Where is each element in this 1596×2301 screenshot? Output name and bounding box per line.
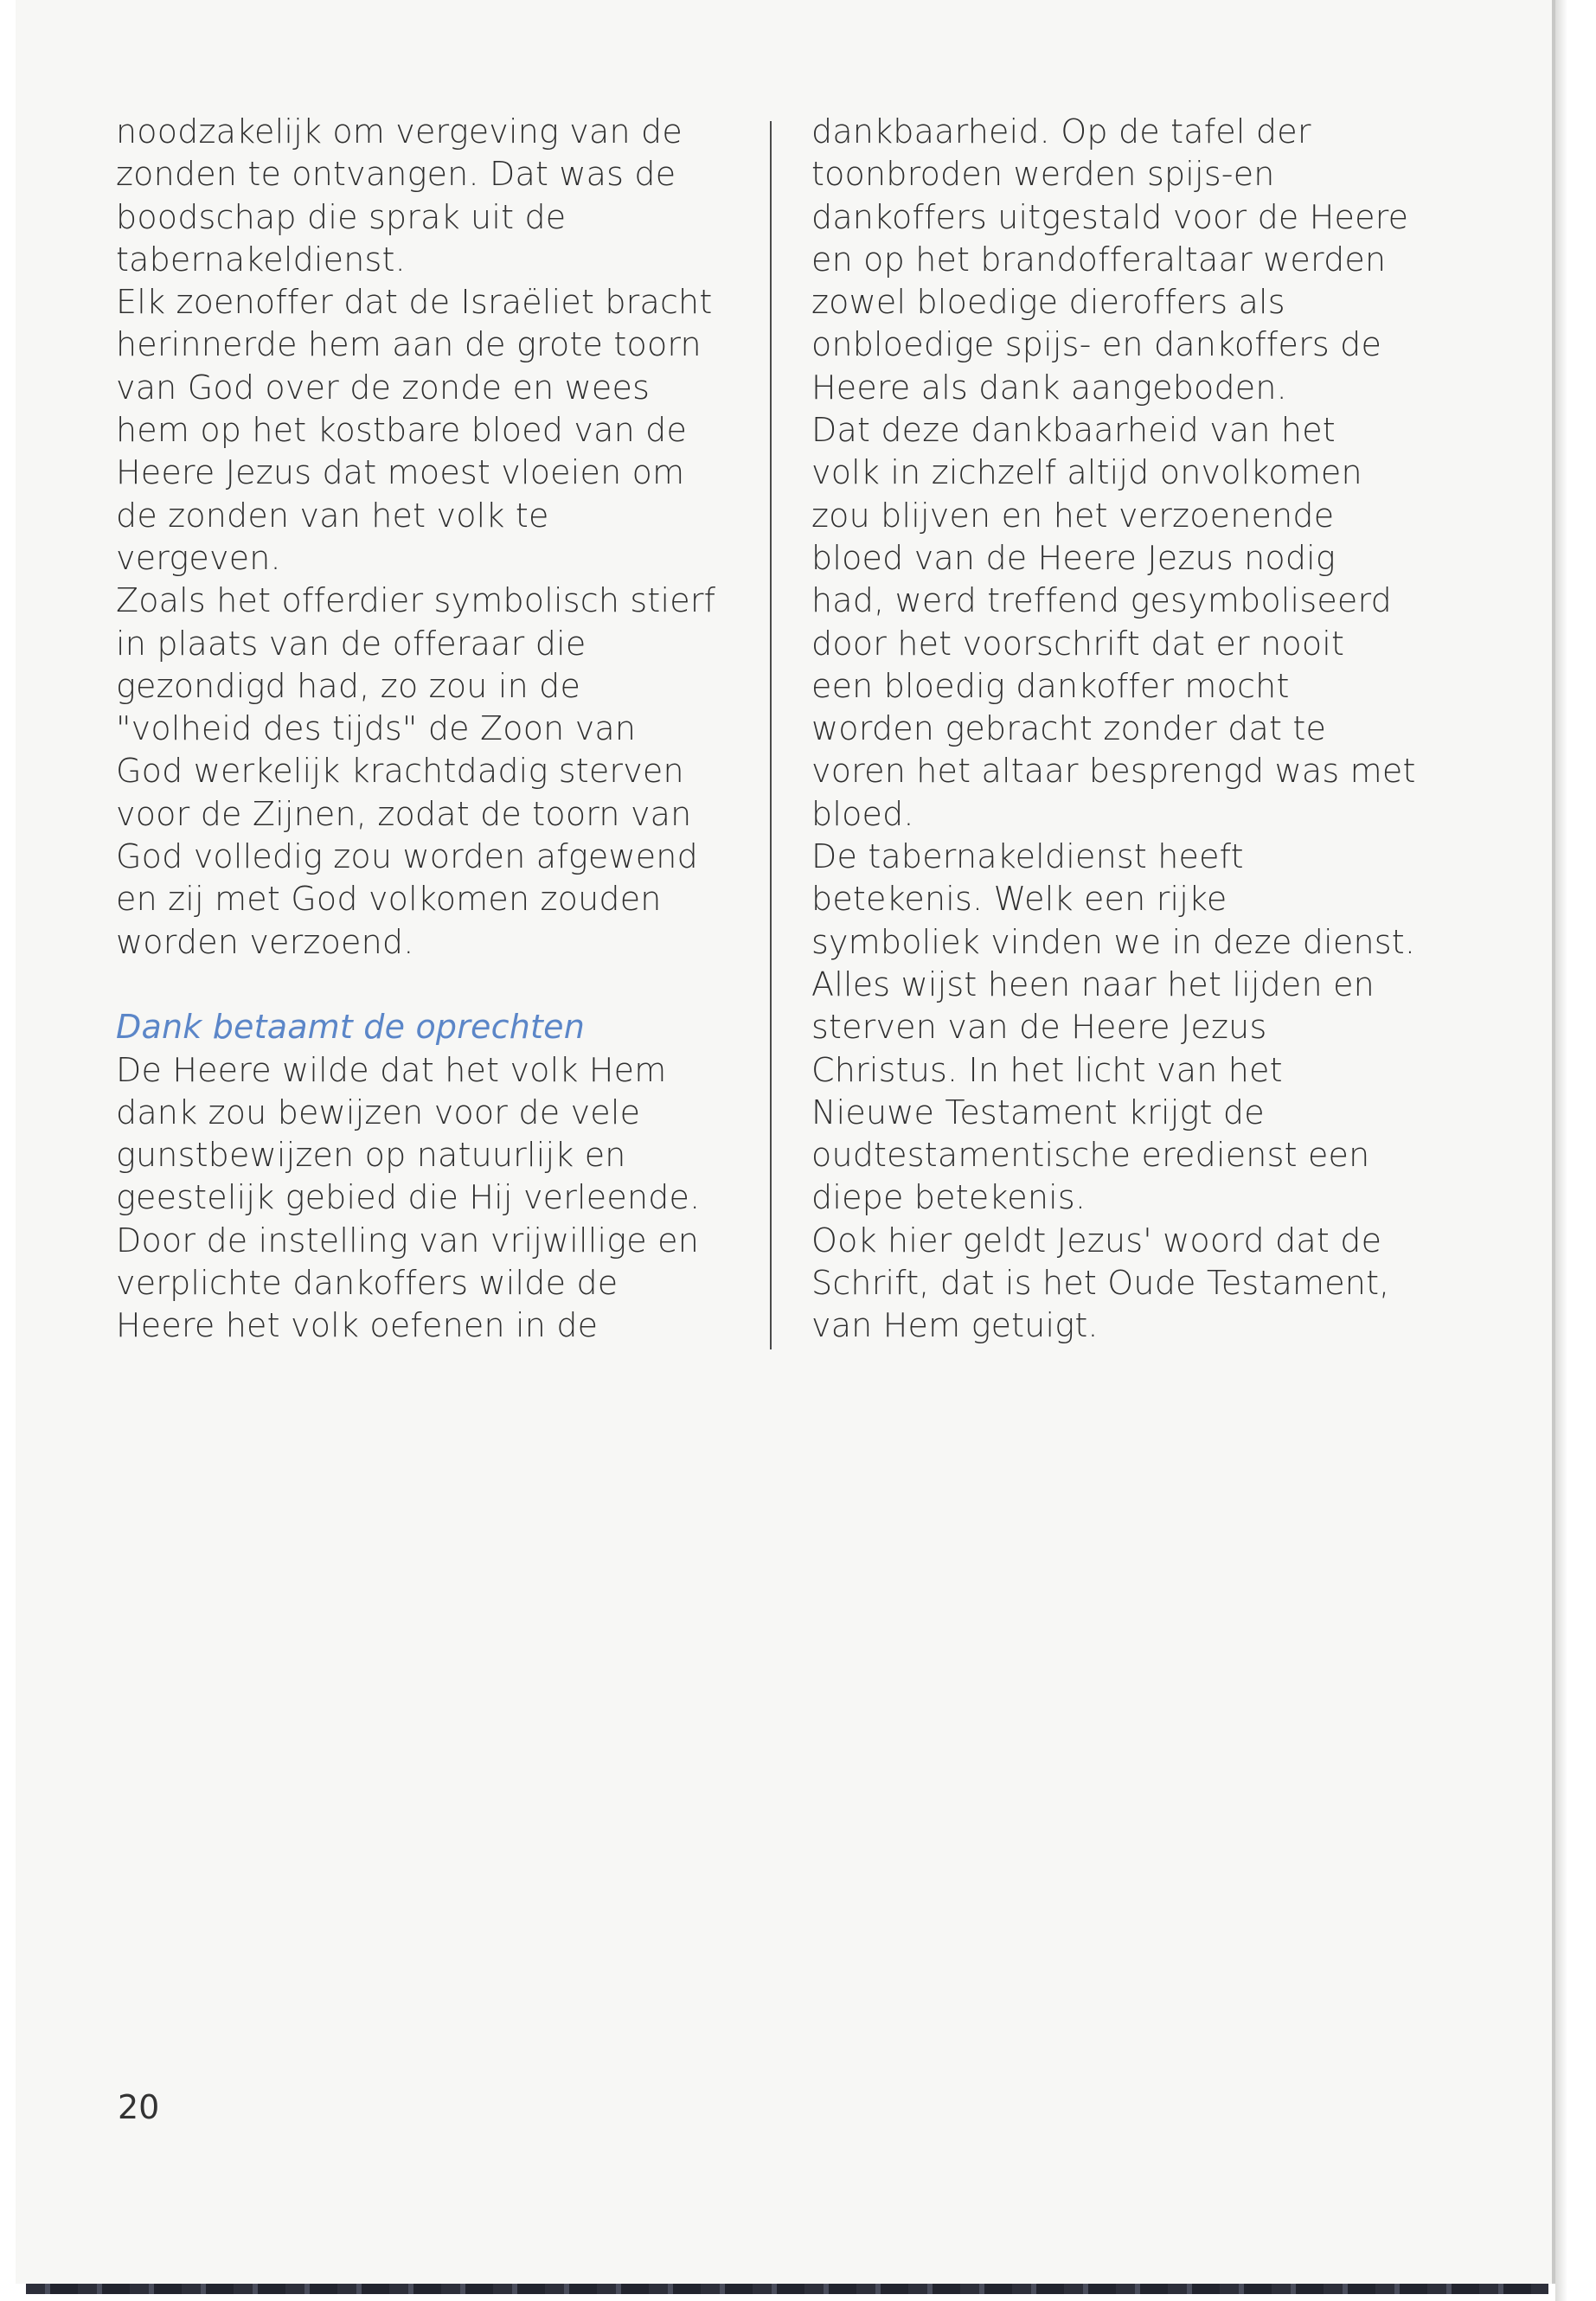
text-line: worden gebracht zonder dat te bbox=[811, 709, 1327, 748]
paragraph-gap bbox=[116, 964, 739, 1006]
page-right-margin bbox=[1555, 0, 1596, 2301]
text-line: Ook hier geldt Jezus' woord dat de bbox=[811, 1221, 1382, 1259]
right-column bbox=[811, 111, 1443, 1348]
text-line: symboliek vinden we in deze dienst. bbox=[811, 922, 1416, 961]
column-divider bbox=[770, 121, 772, 1349]
text-line: Zoals het offerdier symbolisch stierf bbox=[116, 581, 716, 620]
text-line: Heere als dank aangeboden. bbox=[811, 368, 1287, 407]
text-line: een bloedig dankoffer mocht bbox=[811, 666, 1290, 705]
text-line: God volledig zou worden afgewend bbox=[116, 837, 698, 876]
left-paragraph-4 bbox=[116, 1049, 739, 1348]
section-heading: Dank betaamt de oprechten bbox=[116, 1008, 585, 1047]
text-line: noodzakelijk om vergeving van de bbox=[116, 112, 683, 151]
text-line: dankbaarheid. Op de tafel der bbox=[811, 112, 1311, 151]
text-line: de zonden van het volk te bbox=[116, 496, 549, 535]
text-line: voren het altaar besprengd was met bbox=[811, 752, 1416, 791]
text-line: volk in zichzelf altijd onvolkomen bbox=[811, 453, 1362, 492]
text-line: bloed. bbox=[811, 794, 914, 833]
left-paragraph-1 bbox=[116, 111, 739, 281]
text-line: Nieuwe Testament krijgt de bbox=[811, 1093, 1265, 1131]
right-paragraph-3 bbox=[811, 836, 1443, 1220]
text-line: Dat deze dankbaarheid van het bbox=[811, 411, 1336, 450]
text-line: onbloedige spijs- en dankoffers de bbox=[811, 325, 1382, 364]
right-paragraph-4 bbox=[811, 1220, 1443, 1348]
text-line: zou blijven en het verzoenende bbox=[811, 496, 1335, 535]
left-column bbox=[116, 111, 739, 1348]
text-line: bloed van de Heere Jezus nodig bbox=[811, 538, 1336, 577]
right-paragraph-1 bbox=[811, 111, 1443, 409]
text-line: zonden te ontvangen. Dat was de bbox=[116, 155, 676, 194]
text-line: in plaats van de offeraar die bbox=[116, 624, 586, 663]
text-line: dank zou bewijzen voor de vele bbox=[116, 1093, 641, 1131]
text-line: toonbroden werden spijs-en bbox=[811, 155, 1275, 194]
text-line: door het voorschrift dat er nooit bbox=[811, 624, 1345, 663]
text-line: Christus. In het licht van het bbox=[811, 1050, 1283, 1089]
text-line: had, werd treffend gesymboliseerd bbox=[811, 581, 1392, 620]
text-line: Schrift, dat is het Oude Testament, bbox=[811, 1264, 1390, 1303]
text-line: Alles wijst heen naar het lijden en bbox=[811, 965, 1375, 1003]
text-line: Heere Jezus dat moest vloeien om bbox=[116, 453, 685, 492]
text-line: gunstbewijzen op natuurlijk en bbox=[116, 1136, 626, 1175]
text-line: De Heere wilde dat het volk Hem bbox=[116, 1050, 667, 1089]
text-line: gezondigd had, zo zou in de bbox=[116, 666, 581, 705]
text-line: sterven van de Heere Jezus bbox=[811, 1008, 1267, 1047]
text-line: en op het brandofferaltaar werden bbox=[811, 240, 1387, 279]
text-line: God werkelijk krachtdadig sterven bbox=[116, 752, 684, 791]
text-line: "volheid des tijds" de Zoon van bbox=[116, 709, 637, 748]
text-line: geestelijk gebied die Hij verleende. bbox=[116, 1178, 701, 1217]
text-line: diepe betekenis. bbox=[811, 1178, 1086, 1217]
text-line: van Hem getuigt. bbox=[811, 1306, 1099, 1345]
page-number: 20 bbox=[118, 2088, 160, 2126]
text-line: voor de Zijnen, zodat de toorn van bbox=[116, 794, 692, 833]
text-line: zowel bloedige dieroffers als bbox=[811, 283, 1285, 322]
right-paragraph-2 bbox=[811, 409, 1443, 836]
text-line: boodschap die sprak uit de bbox=[116, 197, 567, 236]
text-line: oudtestamentische eredienst een bbox=[811, 1136, 1370, 1175]
text-line: hem op het kostbare bloed van de bbox=[116, 411, 688, 450]
text-line: en zij met God volkomen zouden bbox=[116, 880, 662, 919]
text-line: van God over de zonde en wees bbox=[116, 368, 651, 407]
text-line: herinnerde hem aan de grote toorn bbox=[116, 325, 702, 364]
text-line: De tabernakeldienst heeft bbox=[811, 837, 1244, 876]
text-line: verplichte dankoffers wilde de bbox=[116, 1264, 619, 1303]
left-paragraph-2 bbox=[116, 281, 739, 580]
text-line: Door de instelling van vrijwillige en bbox=[116, 1221, 699, 1259]
text-line: betekenis. Welk een rijke bbox=[811, 880, 1227, 919]
text-line: Heere het volk oefenen in de bbox=[116, 1306, 599, 1345]
text-line: dankoffers uitgestald voor de Heere bbox=[811, 197, 1409, 236]
left-paragraph-3 bbox=[116, 580, 739, 964]
text-line: tabernakeldienst. bbox=[116, 240, 406, 279]
text-line: worden verzoend. bbox=[116, 922, 414, 961]
scan-bottom-strip bbox=[26, 2284, 1548, 2294]
text-line: vergeven. bbox=[116, 538, 281, 577]
text-line: Elk zoenoffer dat de Israëliet bracht bbox=[116, 283, 713, 322]
